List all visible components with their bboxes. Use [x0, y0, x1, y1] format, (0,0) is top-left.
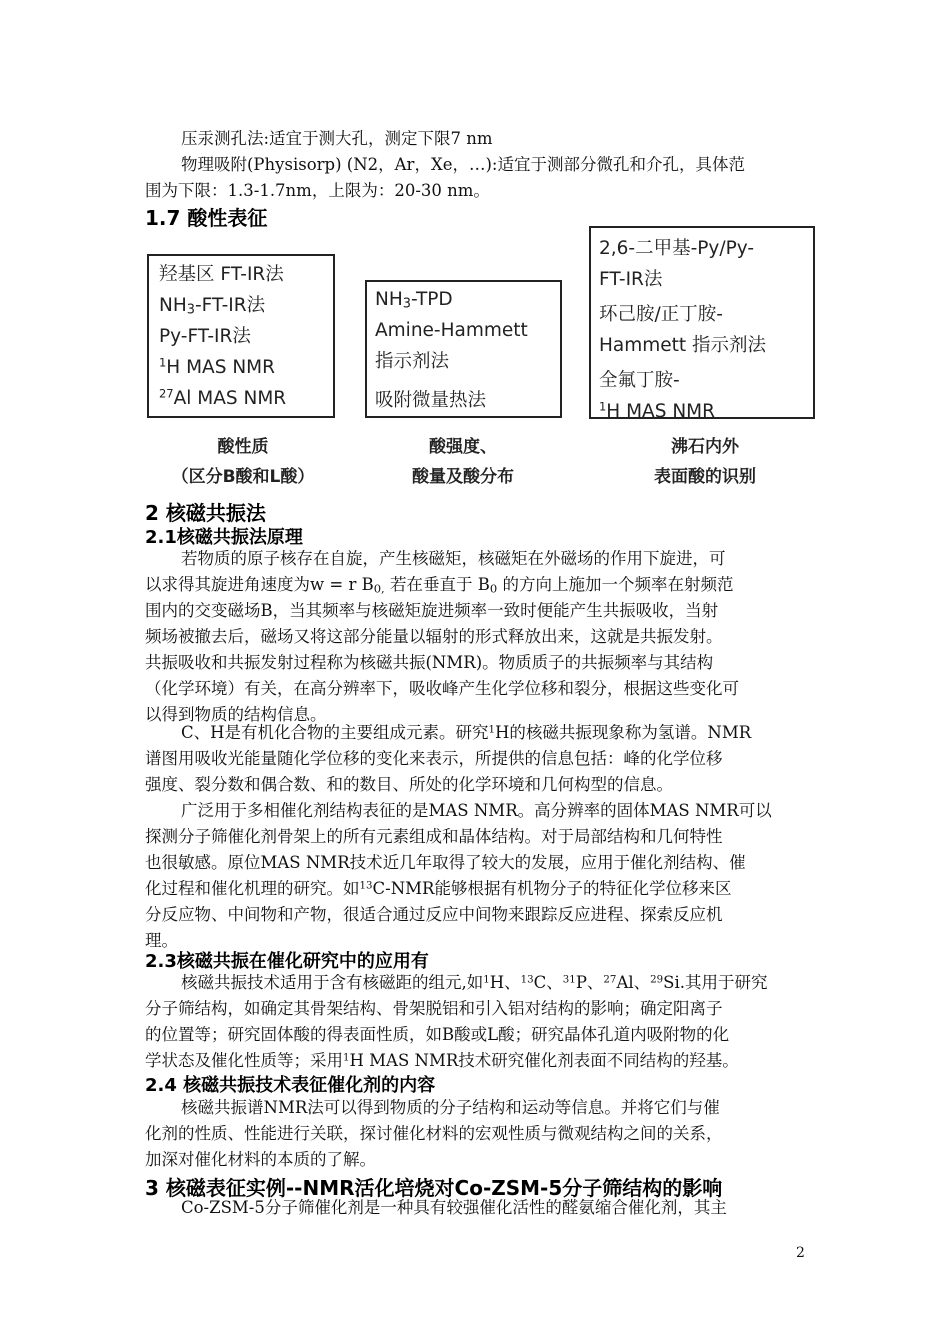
method-line: 羟基区 FT-IR法: [159, 264, 284, 285]
paragraph-nmr-characterization: [145, 1095, 807, 1173]
method-line: Hammett 指示剂法: [599, 335, 767, 356]
figure-caption-surface-acid: 沸石内外 表面酸的识别: [654, 437, 756, 487]
method-line: Py-FT-IR法: [159, 326, 251, 347]
section-heading-2: 2 核磁共振法: [145, 501, 266, 525]
text-line: 探测分子筛催化剂骨架上的所有元素组成和晶体结构。对于局部结构和几何特性: [145, 827, 723, 846]
figure-caption-acid-nature: 酸性质 （区分B酸和L酸）: [171, 437, 315, 487]
method-line: $^1$H MAS NMR: [159, 355, 275, 378]
text-line: 分反应物、中间物和产物，很适合通过反应中间物来跟踪反应进程、探索反应机: [145, 905, 723, 924]
text-line: 谱图用吸收光能量随化学位移的变化来表示，所提供的信息包括：峰的化学位移: [145, 749, 723, 768]
text-line: 以得到物质的结构信息。: [145, 705, 327, 724]
method-line: 指示剂法: [375, 351, 450, 372]
text-line: 化过程和催化机理的研究。如$^{13}$C-NMR能够根据有机物分子的特征化学位移来区: [145, 879, 732, 898]
method-line: 全氟丁胺-: [599, 370, 680, 391]
method-box-acid-nature: [147, 254, 335, 418]
method-box-surface-acid: [589, 226, 815, 422]
text-line: 核磁共振谱NMR法可以得到物质的分子结构和运动等信息。并将它们与催: [181, 1098, 720, 1117]
text-line: 核磁共振技术适用于含有核磁距的组元,如$^1$H、$^{13}$C、$^{31}$P、$^{27}$Al、$^{29}$Si.其用于研究: [181, 973, 768, 992]
section-heading-2-3: 2.3核磁共振在催化研究中的应用有: [145, 951, 429, 972]
text-line: 围内的交变磁场B，当其频率与核磁矩旋进频率一致时便能产生共振吸收，当射: [145, 601, 719, 620]
paragraph-hydrogen-spectrum: [145, 720, 807, 798]
text-line: 的位置等；研究固体酸的得表面性质，如B酸或L酸；研究晶体孔道内吸附物的化: [145, 1025, 730, 1044]
text-line: 若物质的原子核存在自旋，产生核磁矩，核磁矩在外磁场的作用下旋进，可: [181, 549, 726, 568]
method-box-acid-strength: [365, 280, 562, 418]
text-line: （化学环境）有关，在高分辨率下，吸收峰产生化学位移和裂分，根据这些变化可: [145, 679, 739, 698]
text-line: 也很敏感。原位MAS NMR技术近几年取得了较大的发展，应用于催化剂结构、催: [145, 853, 746, 872]
paragraph-nmr-principle: [145, 546, 807, 728]
method-line: $^1$H MAS NMR: [599, 399, 715, 422]
section-heading-3: 3 核磁表征实例--NMR活化培烧对Co-ZSM-5分子筛结构的影响: [145, 1176, 723, 1200]
method-line: FT-IR法: [599, 269, 663, 290]
method-line: 吸附微量热法: [375, 390, 487, 411]
text-line: 理。: [145, 931, 178, 950]
text-line: 频场被撤去后，磁场又将这部分能量以辐射的形式释放出来，这就是共振发射。: [145, 627, 723, 646]
method-line: 2,6-二甲基-Py/Py-: [599, 238, 755, 259]
paragraph-nmr-applications: [145, 970, 807, 1074]
text-line: 共振吸收和共振发射过程称为核磁共振(NMR)。物质质子的共振频率与其结构: [145, 653, 714, 672]
text-line: 物理吸附(Physisorp) (N2，Ar，Xe，…):适宜于测部分微孔和介孔，具体范: [181, 155, 745, 174]
method-line: $NH_3-FT-IR$法: [159, 295, 266, 318]
text-line: C、H是有机化合物的主要组成元素。研究$^1$H的核磁共振现象称为氢谱。NMR: [181, 723, 752, 742]
method-line: 环己胺/正丁胺-: [599, 304, 723, 325]
paragraph-co-zsm-5: [145, 1195, 807, 1221]
section-heading-1-7: 1.7 酸性表征: [145, 206, 268, 230]
method-line: Amine-Hammett: [375, 320, 528, 341]
method-line: $NH_3$-TPD: [375, 289, 453, 312]
figure-caption-acid-strength: 酸强度、 酸量及酸分布: [412, 437, 514, 487]
text-line: Co-ZSM-5分子筛催化剂是一种具有较强催化活性的醛氨缩合催化剂，其主: [181, 1198, 727, 1217]
section-heading-2-4: 2.4 核磁共振技术表征催化剂的内容: [145, 1075, 436, 1096]
text-line: 压汞测孔法:适宜于测大孔，测定下限7 nm: [181, 129, 493, 148]
intro-paragraph: [145, 126, 807, 204]
text-line: 化剂的性质、性能进行关联，探讨催化材料的宏观性质与微观结构之间的关系，: [145, 1124, 723, 1143]
text-line: 分子筛结构，如确定其骨架结构、骨架脱铝和引入铝对结构的影响；确定阳离子: [145, 999, 723, 1018]
method-line: $^{27}$Al MAS NMR: [159, 386, 287, 409]
text-line: 以求得其旋进角速度为w = r $B_{0,}$ 若在垂直于 $B_0$ 的方向上施加一个频率在射频范: [145, 575, 734, 596]
text-line: 广泛用于多相催化剂结构表征的是MAS NMR。高分辨率的固体MAS NMR可以: [181, 801, 772, 820]
text-line: 围为下限：1.3-1.7nm，上限为：20-30 nm。: [145, 181, 490, 200]
section-heading-2-1: 2.1核磁共振法原理: [145, 527, 303, 548]
text-line: 加深对催化材料的本质的了解。: [145, 1150, 376, 1169]
page-number: 2: [796, 1245, 805, 1261]
text-line: 强度、裂分数和偶合数、和的数目、所处的化学环境和几何构型的信息。: [145, 775, 673, 794]
paragraph-mas-nmr: [145, 798, 807, 954]
text-line: 学状态及催化性质等；采用$^1$H MAS NMR技术研究催化剂表面不同结构的羟基。: [145, 1051, 739, 1070]
